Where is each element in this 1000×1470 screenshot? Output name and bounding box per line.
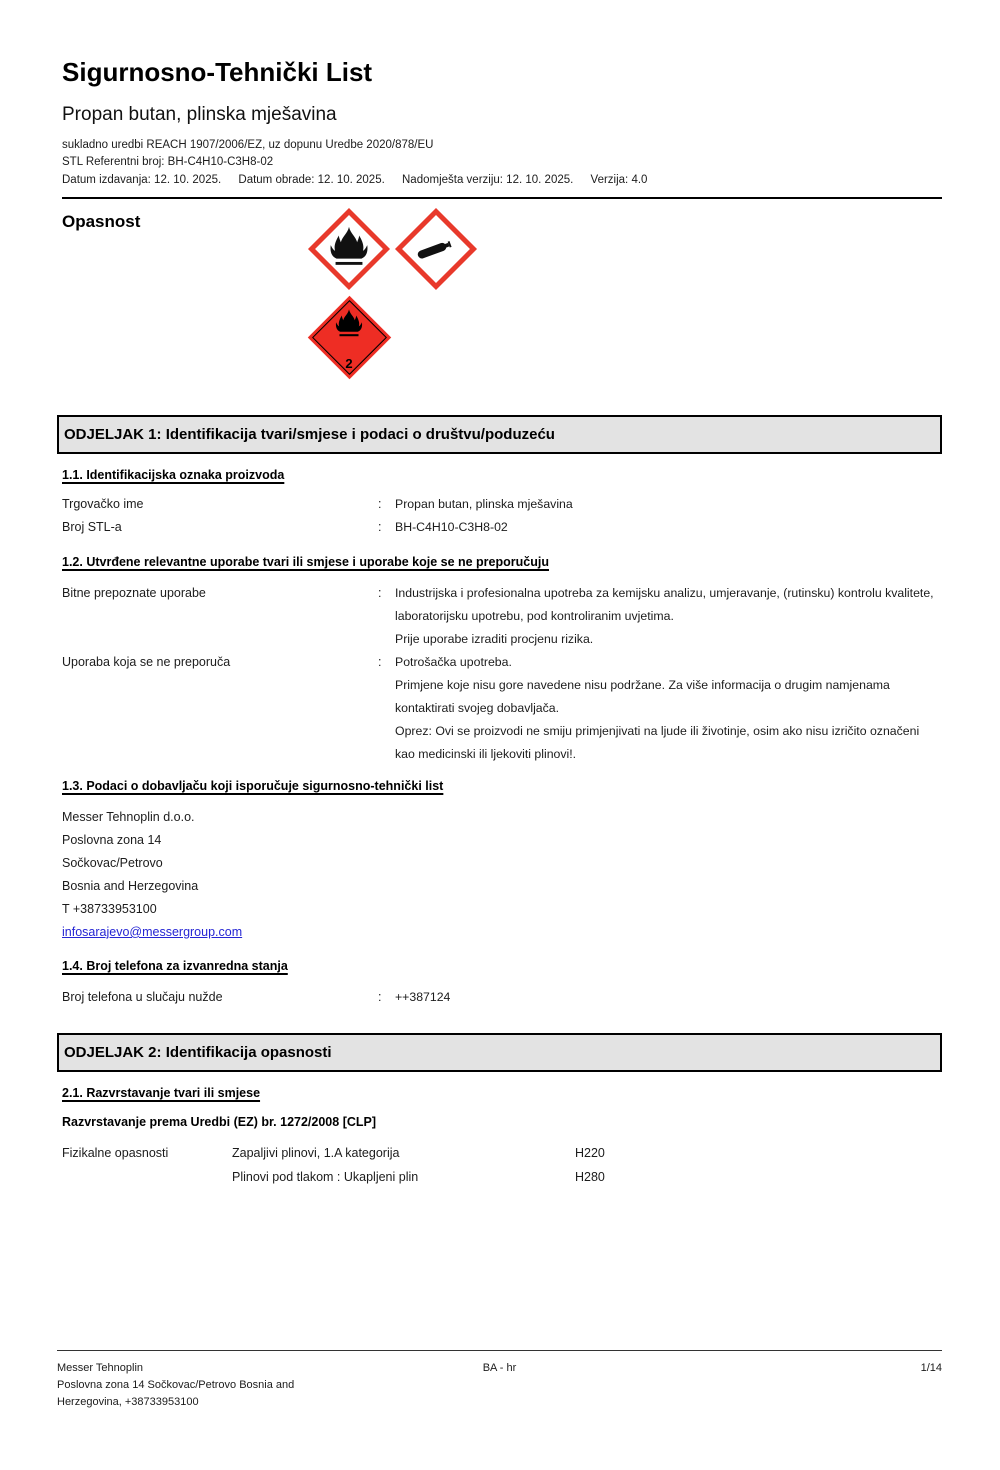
subsection-1-3-heading: 1.3. Podaci o dobavljaču koji isporučuje sigurnosno-tehnički list <box>62 778 444 793</box>
flame-icon <box>332 308 366 342</box>
page-body <box>0 56 1000 1189</box>
supplier-address-line: Poslovna zona 14 <box>62 832 162 847</box>
field-label: Trgovačko ime <box>62 496 144 511</box>
identified-uses-rows <box>62 582 942 766</box>
hazard-classification: Zapaljivi plinovi, 1.A kategorija <box>232 1146 400 1161</box>
header-meta <box>62 137 942 189</box>
product-identifier-fields <box>62 493 942 540</box>
version: Verzija: 4.0 <box>590 173 648 186</box>
document-title: Sigurnosno-Tehnički List <box>62 57 373 87</box>
supplier-phone: T +38733953100 <box>62 901 157 916</box>
hazard-statement-code: H220 <box>575 1146 605 1161</box>
trade-name-value: Propan butan, plinska mješavina <box>395 496 573 511</box>
emergency-phone-value: ++387124 <box>395 989 451 1004</box>
ghs04-gas-cylinder-icon <box>395 208 477 290</box>
identified-uses-value <box>395 582 942 651</box>
use-paragraph: Potrošačka upotreba. <box>395 654 512 669</box>
section1-header-label: ODJELJAK 1: Identifikacija tvari/smjese i podaci o društvu/poduzeću <box>64 425 555 443</box>
reference-number-line: STL Referentni broj: BH-C4H10-C3H8-02 <box>62 156 274 169</box>
adr-class2-flammable-gas-label <box>307 296 391 380</box>
colon-separator: : <box>378 654 382 669</box>
use-paragraph: Primjene koje nisu gore navedene nisu podržane. Za više informacija o drugim namjenama kontaktirati svojeg dobavljača. <box>395 677 890 715</box>
use-paragraph: Industrijska i profesionalna upotreba za kemijsku analizu, umjeravanje, (rutinsku) kontrolu kvalitete, laboratorijsku upotrebu, pod kontroliranim uvjetima. <box>395 585 934 623</box>
field-label: Uporaba koja se ne preporuča <box>62 654 231 669</box>
sds-number-value: BH-C4H10-C3H8-02 <box>395 520 508 535</box>
clp-regulation-subheading: Razvrstavanje prema Uredbi (EZ) br. 1272/2008 [CLP] <box>62 1115 377 1130</box>
ghs02-flame-icon <box>308 208 390 290</box>
emergency-phone-row <box>62 986 942 1010</box>
signal-word: Opasnost <box>62 211 141 231</box>
dates-line <box>62 172 942 189</box>
footer-address-line: Herzegovina, +38733953100 <box>57 1396 199 1408</box>
section2-header-label: ODJELJAK 2: Identifikacija opasnosti <box>64 1044 332 1062</box>
field-label: Broj STL-a <box>62 520 122 535</box>
colon-separator: : <box>378 585 382 600</box>
subsection-2-1-heading: 2.1. Razvrstavanje tvari ili smjese <box>62 1086 261 1101</box>
supersedes-version: Nadomješta verziju: 12. 10. 2025. <box>402 173 574 186</box>
date-revised: Datum obrade: 12. 10. 2025. <box>238 173 385 186</box>
colon-separator: : <box>378 989 382 1004</box>
field-label: Broj telefona u slučaju nužde <box>62 989 223 1004</box>
supplier-details <box>62 806 942 944</box>
supplier-address-line: Sočkovac/Petrovo <box>62 855 163 870</box>
subsection-1-4-heading: 1.4. Broj telefona za izvanredna stanja <box>62 958 288 973</box>
flame-icon <box>325 225 373 273</box>
sds-document-page <box>0 56 1000 1470</box>
field-label: Bitne prepoznate uporabe <box>62 585 206 600</box>
hazard-classification: Plinovi pod tlakom : Ukapljeni plin <box>232 1169 419 1184</box>
date-issued: Datum izdavanja: 12. 10. 2025. <box>62 173 222 186</box>
product-name-subtitle: Propan butan, plinska mješavina <box>62 104 337 125</box>
footer-page-number: 1/14 <box>920 1362 942 1374</box>
footer-supplier-block <box>57 1360 411 1411</box>
gas-cylinder-icon <box>412 225 460 273</box>
supplier-name: Messer Tehnoplin d.o.o. <box>62 809 195 824</box>
subsection-1-1-heading: 1.1. Identifikacijska oznaka proizvoda <box>62 467 285 482</box>
adr-class-number: 2 <box>345 355 353 371</box>
colon-separator: : <box>378 520 382 535</box>
use-paragraph: Oprez: Ovi se proizvodi ne smiju primjenjivati na ljude ili životinje, osim ako nisu izričito označeni kao medicinski ili ljekoviti plinovi!. <box>395 723 920 761</box>
subsection-1-2-heading: 1.2. Utvrđene relevantne uporabe tvari ili smjese i uporabe koje se ne preporučuju <box>62 554 549 569</box>
use-paragraph: Prije uporabe izraditi procjenu rizika. <box>395 631 594 646</box>
page-footer <box>57 1350 942 1411</box>
supplier-email-link[interactable]: infosarajevo@messergroup.com <box>62 924 243 939</box>
section2-header <box>57 1033 942 1072</box>
uses-advised-against-value <box>395 651 942 766</box>
footer-company: Messer Tehnoplin <box>57 1362 144 1374</box>
hazard-statement-code: H280 <box>575 1169 605 1184</box>
footer-address-line: Poslovna zona 14 Sočkovac/Petrovo Bosnia and <box>57 1379 295 1391</box>
classification-table <box>62 1142 942 1189</box>
supplier-country: Bosnia and Herzegovina <box>62 878 199 893</box>
colon-separator: : <box>378 496 382 511</box>
hazard-category-label: Fizikalne opasnosti <box>62 1146 169 1161</box>
hazard-category-label <box>62 1166 232 1190</box>
section1-header <box>57 415 942 454</box>
regulation-line: sukladno uredbi REACH 1907/2006/EZ, uz dopunu Uredbe 2020/878/EU <box>62 139 434 151</box>
footer-locale: BA - hr <box>482 1362 517 1374</box>
hazard-overview <box>62 199 942 381</box>
